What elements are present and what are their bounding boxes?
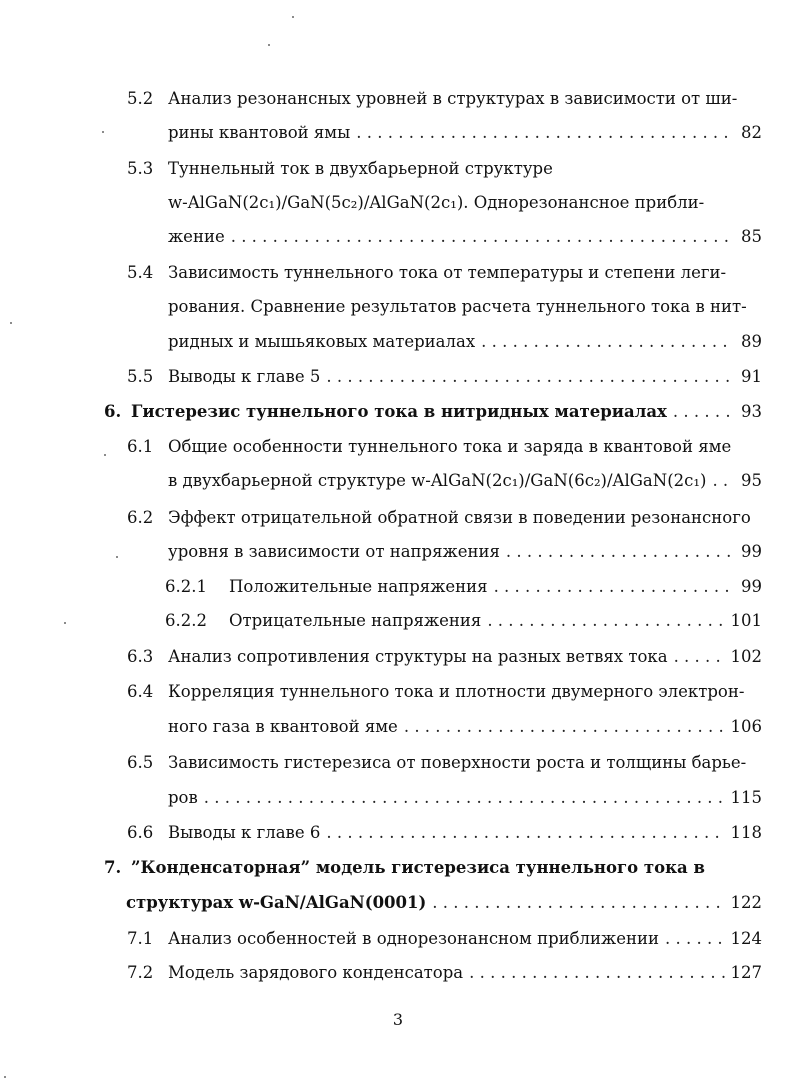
- section-number: 5.2: [127, 89, 154, 108]
- section-title: Анализ сопротивления структуры на разных ветвях тока: [168, 647, 668, 666]
- dot-leader: [225, 222, 733, 252]
- section-title: w-AlGaN(2c₁)/GaN(5c₂)/AlGaN(2c₁). Однорезонансное прибли-: [168, 193, 705, 212]
- section-title: Выводы к главе 5: [168, 367, 321, 386]
- dot-leader: [475, 327, 733, 357]
- page-number: 106: [730, 717, 762, 736]
- section-title: рины квантовой ямы: [168, 123, 351, 142]
- dot-leader: [398, 712, 725, 742]
- scan-speck: [292, 16, 294, 18]
- section-number: 6.5: [127, 753, 154, 772]
- section-number: 5.4: [127, 263, 154, 282]
- dot-leader: [659, 924, 725, 954]
- toc-entry-6-2-cont[interactable]: [0, 537, 796, 567]
- section-number: 6.1: [127, 437, 154, 456]
- subsection-number: 6.2.1: [165, 577, 207, 596]
- scan-speck: [10, 322, 12, 324]
- page-number: 93: [741, 402, 762, 421]
- chapter-title: Гистерезис туннельного тока в нитридных материалах: [131, 402, 667, 421]
- toc-entry-5-2-cont[interactable]: [0, 118, 796, 148]
- toc-entry-6-2[interactable]: [0, 503, 796, 533]
- toc-entry-5-4[interactable]: [0, 258, 796, 288]
- toc-chapter-7-cont[interactable]: [0, 888, 796, 918]
- dot-leader: [320, 362, 733, 392]
- section-title: Корреляция туннельного тока и плотности двумерного электрон-: [168, 682, 745, 701]
- leader-row: [229, 572, 733, 602]
- section-number: 5.5: [127, 367, 154, 386]
- toc-entry-5-4-end[interactable]: [0, 327, 796, 357]
- chapter-number: 7.: [104, 858, 122, 877]
- toc-entry-7-1[interactable]: [0, 924, 796, 954]
- subsection-title: Положительные напряжения: [229, 577, 488, 596]
- section-title: Общие особенности туннельного тока и заряда в квантовой яме: [168, 437, 732, 456]
- toc-entry-6-4[interactable]: [0, 677, 796, 707]
- section-title: Эффект отрицательной обратной связи в поведении резонансного: [168, 508, 751, 527]
- dot-leader: [320, 818, 725, 848]
- leader-row: [168, 327, 733, 357]
- toc-entry-6-6[interactable]: [0, 818, 796, 848]
- section-title: Анализ резонансных уровней в структурах в зависимости от ши-: [168, 89, 738, 108]
- toc-entry-6-5-cont[interactable]: [0, 783, 796, 813]
- scan-speck: [268, 44, 270, 46]
- section-title: Зависимость туннельного тока от температуры и степени леги-: [168, 263, 727, 282]
- page-number: 99: [741, 542, 762, 561]
- section-title: Зависимость гистерезиса от поверхности роста и толщины барье-: [168, 753, 747, 772]
- leader-row: [131, 397, 733, 427]
- leader-row: [168, 712, 725, 742]
- toc-chapter-6[interactable]: [0, 397, 796, 427]
- toc-entry-5-3-cont: [0, 188, 796, 218]
- page-number: 102: [730, 647, 762, 666]
- section-title: Выводы к главе 6: [168, 823, 321, 842]
- section-title: жение: [168, 227, 225, 246]
- dot-leader: [426, 888, 725, 918]
- page-number: 101: [730, 611, 762, 630]
- section-number: 6.3: [127, 647, 154, 666]
- subsection-number: 6.2.2: [165, 611, 207, 630]
- subsection-title: Отрицательные напряжения: [229, 611, 482, 630]
- leader-row: [168, 783, 725, 813]
- leader-row: [229, 606, 725, 636]
- toc-entry-5-4-cont: [0, 292, 796, 322]
- section-number: 6.2: [127, 508, 154, 527]
- scan-speck: [104, 454, 106, 456]
- dot-leader: [500, 537, 733, 567]
- toc-entry-5-2[interactable]: [0, 84, 796, 114]
- page-number: 127: [730, 963, 762, 982]
- toc-entry-5-3-end[interactable]: [0, 222, 796, 252]
- page-number: 115: [730, 788, 762, 807]
- section-number: 7.2: [127, 963, 154, 982]
- section-title: рования. Сравнение результатов расчета туннельного тока в нит-: [168, 297, 747, 316]
- section-title: Анализ особенностей в однорезонансном приближении: [168, 929, 659, 948]
- toc-entry-6-2-2[interactable]: [0, 606, 796, 636]
- section-title: уровня в зависимости от напряжения: [168, 542, 500, 561]
- dot-leader: [668, 642, 725, 672]
- section-number: 6.4: [127, 682, 154, 701]
- page-number: 118: [730, 823, 762, 842]
- leader-row: [168, 362, 733, 392]
- toc-entry-6-1[interactable]: [0, 432, 796, 462]
- page-number: 91: [741, 367, 762, 386]
- scan-speck: [4, 1076, 6, 1078]
- toc-entry-5-3[interactable]: [0, 154, 796, 184]
- toc-entry-6-2-1[interactable]: [0, 572, 796, 602]
- page-number: 89: [741, 332, 762, 351]
- leader-row: [168, 118, 733, 148]
- page-footer-number: 3: [392, 1010, 404, 1029]
- dot-leader: [488, 572, 733, 602]
- scan-speck: [102, 131, 104, 133]
- dot-leader: [481, 606, 725, 636]
- toc-entry-6-1-cont[interactable]: [0, 466, 796, 496]
- dot-leader: [463, 958, 725, 988]
- leader-row: [168, 222, 733, 252]
- section-title: ридных и мышьяковых материалах: [168, 332, 476, 351]
- section-number: 5.3: [127, 159, 154, 178]
- chapter-title: ”Конденсаторная” модель гистерезиса туннельного тока в: [131, 858, 705, 877]
- section-title: ного газа в квантовой яме: [168, 717, 398, 736]
- page-number: 124: [730, 929, 762, 948]
- toc-entry-6-3[interactable]: [0, 642, 796, 672]
- section-number: 7.1: [127, 929, 154, 948]
- toc-chapter-7[interactable]: [0, 853, 796, 883]
- leader-row: [168, 642, 725, 672]
- section-number: 6.6: [127, 823, 154, 842]
- leader-row: [168, 818, 725, 848]
- section-title: в двухбарьерной структуре w-AlGaN(2c₁)/GaN(6c₂)/AlGaN(2c₁): [168, 471, 707, 490]
- section-title: Туннельный ток в двухбарьерной структуре: [168, 159, 553, 178]
- leader-row: [168, 958, 725, 988]
- leader-row: [126, 888, 725, 918]
- page-number: 82: [741, 123, 762, 142]
- dot-leader: [198, 783, 725, 813]
- toc-entry-6-5[interactable]: [0, 748, 796, 778]
- page-number: 85: [741, 227, 762, 246]
- dot-leader: [350, 118, 733, 148]
- toc-entry-5-5[interactable]: [0, 362, 796, 392]
- chapter-number: 6.: [104, 402, 122, 421]
- leader-row: [168, 924, 725, 954]
- section-title: ров: [168, 788, 198, 807]
- page-number: 122: [730, 893, 762, 912]
- toc-entry-6-4-cont[interactable]: [0, 712, 796, 742]
- scan-speck: [116, 556, 118, 558]
- leader-row: [168, 466, 733, 496]
- leader-row: [168, 537, 733, 567]
- toc-entry-7-2[interactable]: [0, 958, 796, 988]
- page-number: 95: [741, 471, 762, 490]
- page-number: 99: [741, 577, 762, 596]
- chapter-title: структурах w-GaN/AlGaN(0001): [126, 893, 427, 912]
- scan-speck: [64, 622, 66, 624]
- section-title: Модель зарядового конденсатора: [168, 963, 464, 982]
